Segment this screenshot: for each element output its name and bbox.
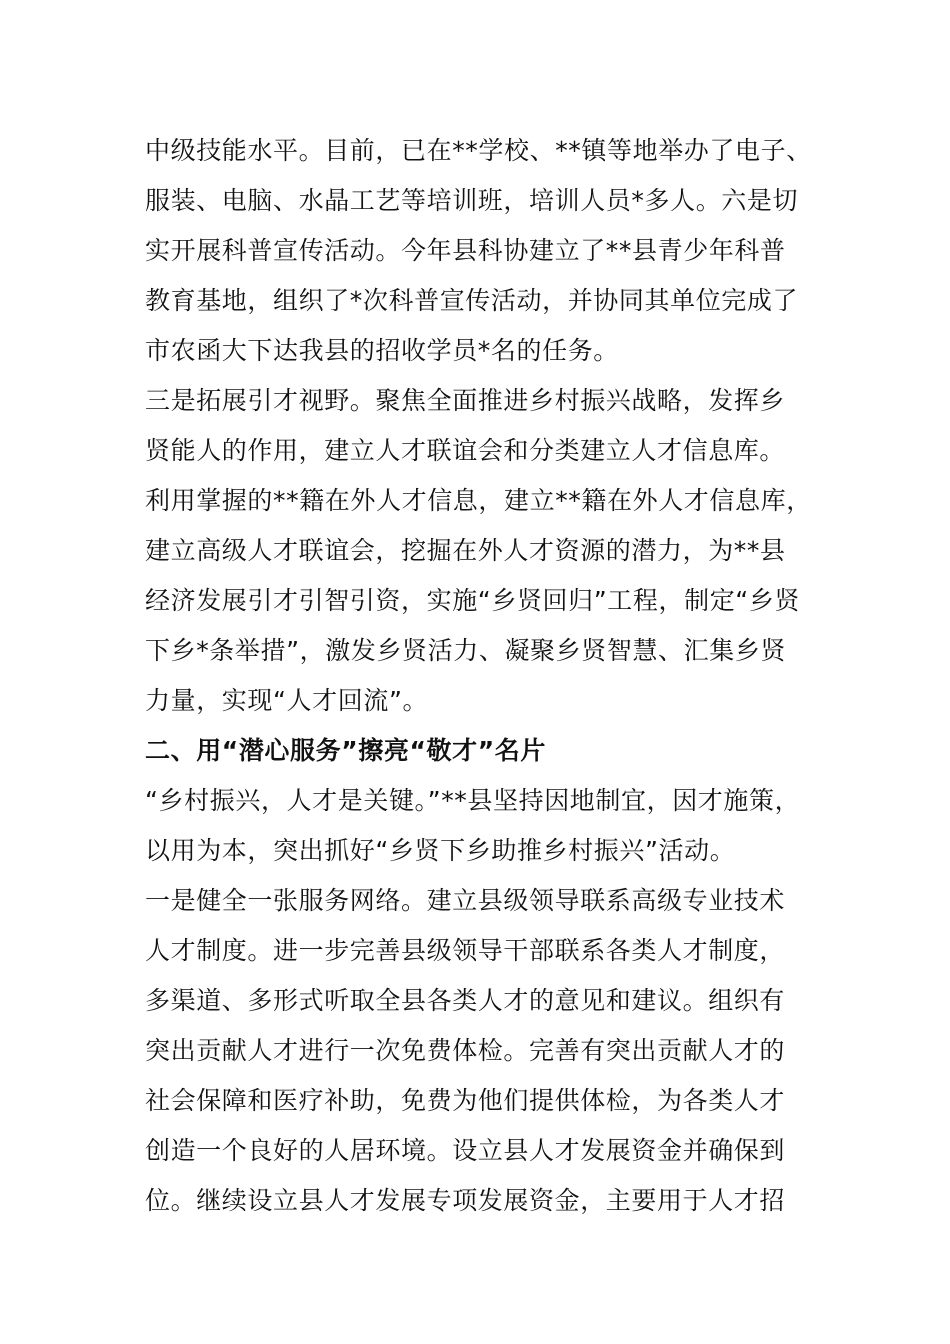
text-line: 贤能人的作用，建立人才联谊会和分类建立人才信息库。	[145, 436, 786, 465]
text-line: 利用掌握的**籍在外人才信息，建立**籍在外人才信息库，	[145, 486, 812, 515]
text-line: 下乡*条举措”，激发乡贤活力、凝聚乡贤智慧、汇集乡贤	[145, 636, 787, 665]
text-line: 建立高级人才联谊会，挖掘在外人才资源的潜力，为**县	[145, 536, 786, 565]
text-line: 社会保障和医疗补助，免费为他们提供体检，为各类人才	[145, 1086, 786, 1115]
text-line: 实开展科普宣传活动。今年县科协建立了**县青少年科普	[145, 236, 786, 265]
text-line: 服装、电脑、水晶工艺等培训班，培训人员*多人。六是切	[145, 186, 799, 215]
document-body	[145, 126, 845, 1226]
text-line: 教育基地，组织了*次科普宣传活动，并协同其单位完成了	[145, 286, 799, 315]
text-line: 中级技能水平。目前，已在**学校、**镇等地举办了电子、	[145, 136, 812, 165]
text-line: 力量，实现“人才回流”。	[145, 686, 429, 715]
section-heading: 二、用“潜心服务”擦亮“敬才”名片	[145, 736, 546, 765]
text-line: 经济发展引才引智引资，实施“乡贤回归”工程，制定“乡贤	[145, 586, 801, 615]
text-line: 人才制度。进一步完善县级领导干部联系各类人才制度，	[145, 936, 786, 965]
text-line: 突出贡献人才进行一次免费体检。完善有突出贡献人才的	[145, 1036, 786, 1065]
text-line: “乡村振兴，人才是关键。”**县坚持因地制宜，因才施策，	[145, 786, 801, 815]
text-line: 三是拓展引才视野。聚焦全面推进乡村振兴战略，发挥乡	[145, 386, 786, 415]
text-line: 一是健全一张服务网络。建立县级领导联系高级专业技术	[145, 886, 786, 915]
text-line: 位。继续设立县人才发展专项发展资金，主要用于人才招	[145, 1186, 786, 1215]
text-line: 以用为本，突出抓好“乡贤下乡助推乡村振兴”活动。	[145, 836, 736, 865]
text-line: 市农函大下达我县的招收学员*名的任务。	[145, 336, 619, 365]
text-line: 创造一个良好的人居环境。设立县人才发展资金并确保到	[145, 1136, 786, 1165]
text-line: 多渠道、多形式听取全县各类人才的意见和建议。组织有	[145, 986, 786, 1015]
